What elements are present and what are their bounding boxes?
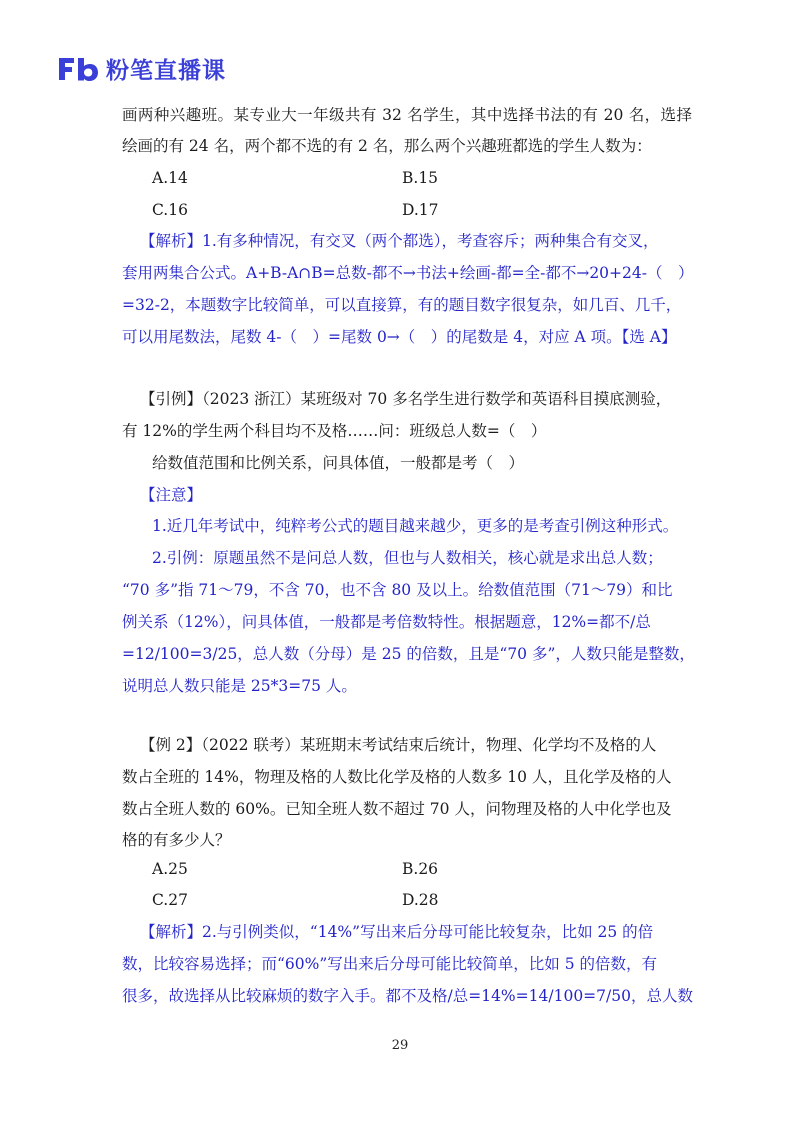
fenbi-logo-icon — [56, 54, 100, 84]
q2-text-line-1: 【例 2】（2022 联考）某班期末考试结束后统计，物理、化学均不及格的人 — [140, 736, 657, 754]
ref-text-line-2: 有 12%的学生两个科目均不及格……问：班级总人数=（ ） — [122, 422, 547, 440]
q1-text-line-1: 画两种兴趣班。某专业大一年级共有 32 名学生，其中选择书法的有 20 名，选择 — [122, 106, 692, 124]
q2-analysis-line-1: 【解析】2.与引例类似，“14%”写出来后分母可能比较复杂，比如 25 的倍 — [140, 923, 654, 941]
q1-option-b: B.15 — [402, 169, 439, 187]
q2-option-a: A.25 — [152, 860, 188, 878]
note-line-5: =12/100=3/25，总人数（分母）是 25 的倍数，且是“70 多”，人数只能是整数， — [122, 645, 695, 663]
q2-option-c: C.27 — [152, 891, 188, 909]
q1-analysis-line-1: 【解析】1.有多种情况，有交叉（两个都选），考查容斥；两种集合有交叉， — [140, 232, 659, 250]
q1-option-a: A.14 — [152, 169, 188, 187]
note-line-2: 2.引例：原题虽然不是问总人数，但也与人数相关，核心就是求出总人数； — [152, 549, 663, 567]
ref-text-line-3: 给数值范围和比例关系，问具体值，一般都是考（ ） — [152, 454, 525, 472]
q1-analysis-line-4: 可以用尾数法，尾数 4-（ ）=尾数 0→（ ）的尾数是 4，对应 A 项。【选 A】 — [122, 328, 677, 346]
q2-analysis-line-2: 数，比较容易选择；而“60%”写出来后分母可能比较简单，比如 5 的倍数，有 — [122, 955, 658, 973]
note-line-1: 1.近几年考试中，纯粹考公式的题目越来越少，更多的是考查引例这种形式。 — [152, 517, 679, 535]
q1-option-c: C.16 — [152, 201, 188, 219]
page-number: 29 — [391, 1038, 409, 1053]
q1-analysis-line-3: =32-2，本题数字比较简单，可以直接算，有的题目数字很复杂，如几百、几千， — [122, 296, 682, 314]
q2-text-line-4: 格的有多少人？ — [122, 831, 231, 849]
q2-option-d: D.28 — [402, 891, 439, 909]
q2-text-line-2: 数占全班的 14%，物理及格的人数比化学及格的人数多 10 人，且化学及格的人 — [122, 768, 672, 786]
q1-option-d: D.17 — [402, 201, 439, 219]
note-line-3: “70 多”指 71～79，不含 70，也不含 80 及以上。给数值范围（71～79）和比 — [122, 581, 673, 599]
brand-logo — [56, 52, 226, 85]
ref-text-line-1: 【引例】（2023 浙江）某班级对 70 多名学生进行数学和英语科目摸底测验， — [140, 390, 672, 408]
note-title: 【注意】 — [140, 486, 203, 504]
brand-name: 粉笔直播课 — [106, 58, 226, 84]
q2-text-line-3: 数占全班人数的 60%。已知全班人数不超过 70 人，问物理及格的人中化学也及 — [122, 800, 672, 818]
q2-analysis-line-3: 很多，故选择从比较麻烦的数字入手。都不及格/总=14%=14/100=7/50，总人数 — [122, 987, 693, 1005]
q1-analysis-line-2: 套用两集合公式。A+B-A∩B=总数-都不→书法+绘画-都=全-都不→20+24-（ ） — [122, 264, 694, 282]
note-line-6: 说明总人数只能是 25*3=75 人。 — [122, 677, 357, 695]
q2-option-b: B.26 — [402, 860, 439, 878]
note-line-4: 例关系（12%），问具体值，一般都是考倍数特性。根据题意，12%=都不/总 — [122, 613, 651, 631]
q1-text-line-2: 绘画的有 24 名，两个都不选的有 2 名，那么两个兴趣班都选的学生人数为： — [122, 137, 652, 155]
